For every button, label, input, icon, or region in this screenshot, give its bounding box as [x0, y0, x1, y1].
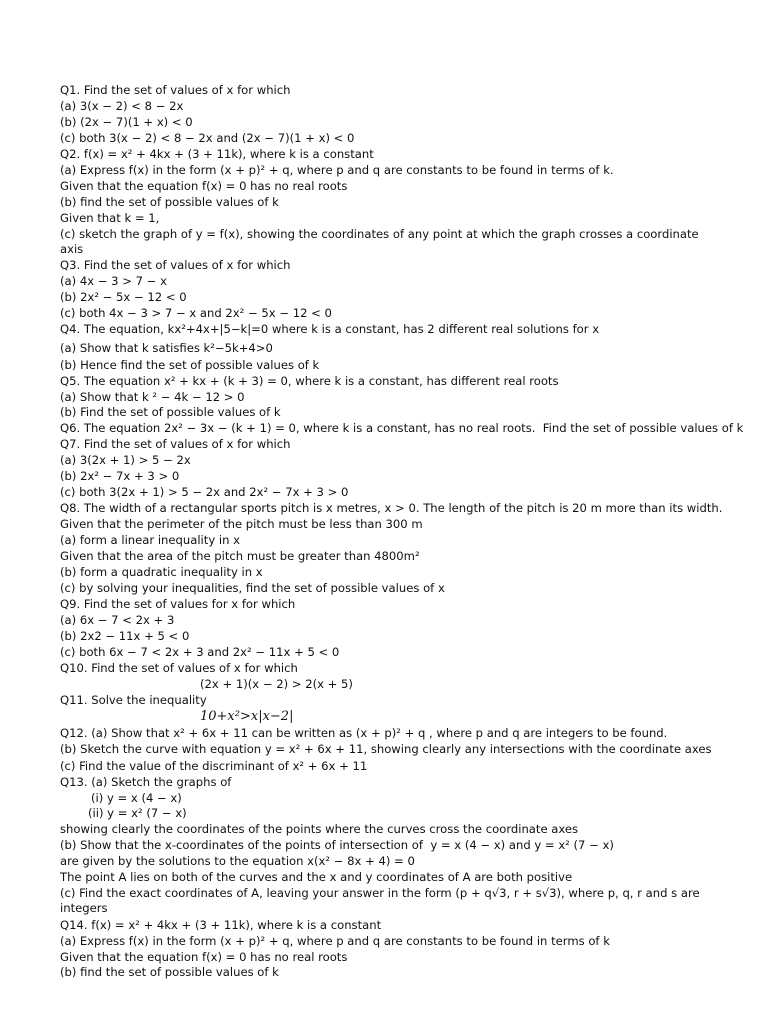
q2-part-c: (c) sketch the graph of y = f(x), showing the coordinates of any point at which the graph crosses a coordinate	[60, 227, 699, 241]
q8-part-b: (b) form a quadratic inequality in x	[60, 565, 263, 579]
q9-part-a: (a) 6x − 7 < 2x + 3	[60, 613, 175, 627]
q2-part-b: (b) find the set of possible values of k	[60, 195, 279, 209]
q13-part-a-cont: showing clearly the coordinates of the points where the curves cross the coordinate axes	[60, 822, 579, 836]
q10-heading: Q10. Find the set of values of x for which	[60, 661, 298, 675]
q5-part-b: (b) Find the set of possible values of k	[60, 405, 281, 419]
q13-part-a: Q13. (a) Sketch the graphs of	[60, 775, 232, 789]
q10-inequality: (2x + 1)(x − 2) > 2(x + 5)	[200, 677, 353, 691]
q1-part-c: (c) both 3(x − 2) < 8 − 2x and (2x − 7)(1 + x) < 0	[60, 131, 355, 145]
q5-heading: Q5. The equation x² + kx + (k + 3) = 0, where k is a constant, has different real roots	[60, 374, 559, 388]
q7-part-b: (b) 2x² − 7x + 3 > 0	[60, 469, 180, 483]
q12-part-b: (b) Sketch the curve with equation y = x² + 6x + 11, showing clearly any intersections with the coordinate axes	[60, 742, 712, 756]
q14-heading: Q14. f(x) = x² + 4kx + (3 + 11k), where k is a constant	[60, 918, 382, 932]
q8-part-a: (a) form a linear inequality in x	[60, 533, 240, 547]
q8-part-c: (c) by solving your inequalities, find the set of possible values of x	[60, 581, 445, 595]
q7-part-c: (c) both 3(2x + 1) > 5 − 2x and 2x² − 7x + 3 > 0	[60, 485, 349, 499]
q2-part-c-cont: axis	[60, 242, 84, 256]
q14-part-b: (b) find the set of possible values of k	[60, 965, 279, 979]
q13-graph-ii: (ii) y = x² (7 − x)	[88, 806, 187, 820]
q14-part-a: (a) Express f(x) in the form (x + p)² + q, where p and q are constants to be found in terms of k	[60, 934, 610, 948]
q1-part-b: (b) (2x − 7)(1 + x) < 0	[60, 115, 193, 129]
q13-part-c-cont: integers	[60, 901, 108, 915]
q12-part-a: Q12. (a) Show that x² + 6x + 11 can be written as (x + p)² + q , where p and q are integers to be found.	[60, 726, 668, 740]
q7-heading: Q7. Find the set of values of x for which	[60, 437, 291, 451]
q2-heading: Q2. f(x) = x² + 4kx + (3 + 11k), where k is a constant	[60, 147, 374, 161]
q14-condition: Given that the equation f(x) = 0 has no real roots	[60, 950, 348, 964]
q11-inequality: 10+x²>x|x−2|	[200, 709, 294, 724]
q13-part-b-cont: are given by the solutions to the equation x(x² − 8x + 4) = 0	[60, 854, 415, 868]
q4-heading: Q4. The equation, kx²+4x+|5−k|=0 where k is a constant, has 2 different real solutions for x	[60, 322, 600, 336]
q9-part-c: (c) both 6x − 7 < 2x + 3 and 2x² − 11x + 5 < 0	[60, 645, 340, 659]
q2-given-k: Given that k = 1,	[60, 211, 160, 225]
q7-part-a: (a) 3(2x + 1) > 5 − 2x	[60, 453, 191, 467]
q4-part-b: (b) Hence find the set of possible values of k	[60, 358, 320, 372]
q11-heading: Q11. Solve the inequality	[60, 693, 207, 707]
q13-part-b: (b) Show that the x-coordinates of the points of intersection of y = x (4 − x) and y = x² (7 − x)	[60, 838, 614, 852]
q6-question: Q6. The equation 2x² − 3x − (k + 1) = 0, where k is a constant, has no real roots. Find the set of possible values of k	[60, 421, 744, 435]
q13-point-a: The point A lies on both of the curves and the x and y coordinates of A are both positive	[60, 870, 573, 884]
q9-part-b: (b) 2x2 − 11x + 5 < 0	[60, 629, 190, 643]
q8-area-condition: Given that the area of the pitch must be greater than 4800m²	[60, 549, 420, 563]
q3-part-c: (c) both 4x − 3 > 7 − x and 2x² − 5x − 12 < 0	[60, 306, 332, 320]
q3-part-b: (b) 2x² − 5x − 12 < 0	[60, 290, 187, 304]
q3-heading: Q3. Find the set of values of x for which	[60, 258, 291, 272]
q2-part-a: (a) Express f(x) in the form (x + p)² + q, where p and q are constants to be found in terms of k.	[60, 163, 614, 177]
q1-heading: Q1. Find the set of values of x for which	[60, 83, 291, 97]
q13-part-c: (c) Find the exact coordinates of A, leaving your answer in the form (p + q√3, r + s√3), where p, q, r and s are	[60, 886, 700, 900]
q2-condition: Given that the equation f(x) = 0 has no real roots	[60, 179, 348, 193]
q3-part-a: (a) 4x − 3 > 7 − x	[60, 274, 167, 288]
q9-heading: Q9. Find the set of values for x for which	[60, 597, 296, 611]
q5-part-a: (a) Show that k ² − 4k − 12 > 0	[60, 390, 245, 404]
q8-perimeter-condition: Given that the perimeter of the pitch must be less than 300 m	[60, 517, 423, 531]
q1-part-a: (a) 3(x − 2) < 8 − 2x	[60, 99, 184, 113]
q12-part-c: (c) Find the value of the discriminant of x² + 6x + 11	[60, 759, 368, 773]
q8-heading: Q8. The width of a rectangular sports pitch is x metres, x > 0. The length of the pitch is 20 m more than its width.	[60, 501, 723, 515]
q13-graph-i: (i) y = x (4 − x)	[91, 791, 182, 805]
q4-part-a: (a) Show that k satisfies k²−5k+4>0	[60, 341, 273, 355]
